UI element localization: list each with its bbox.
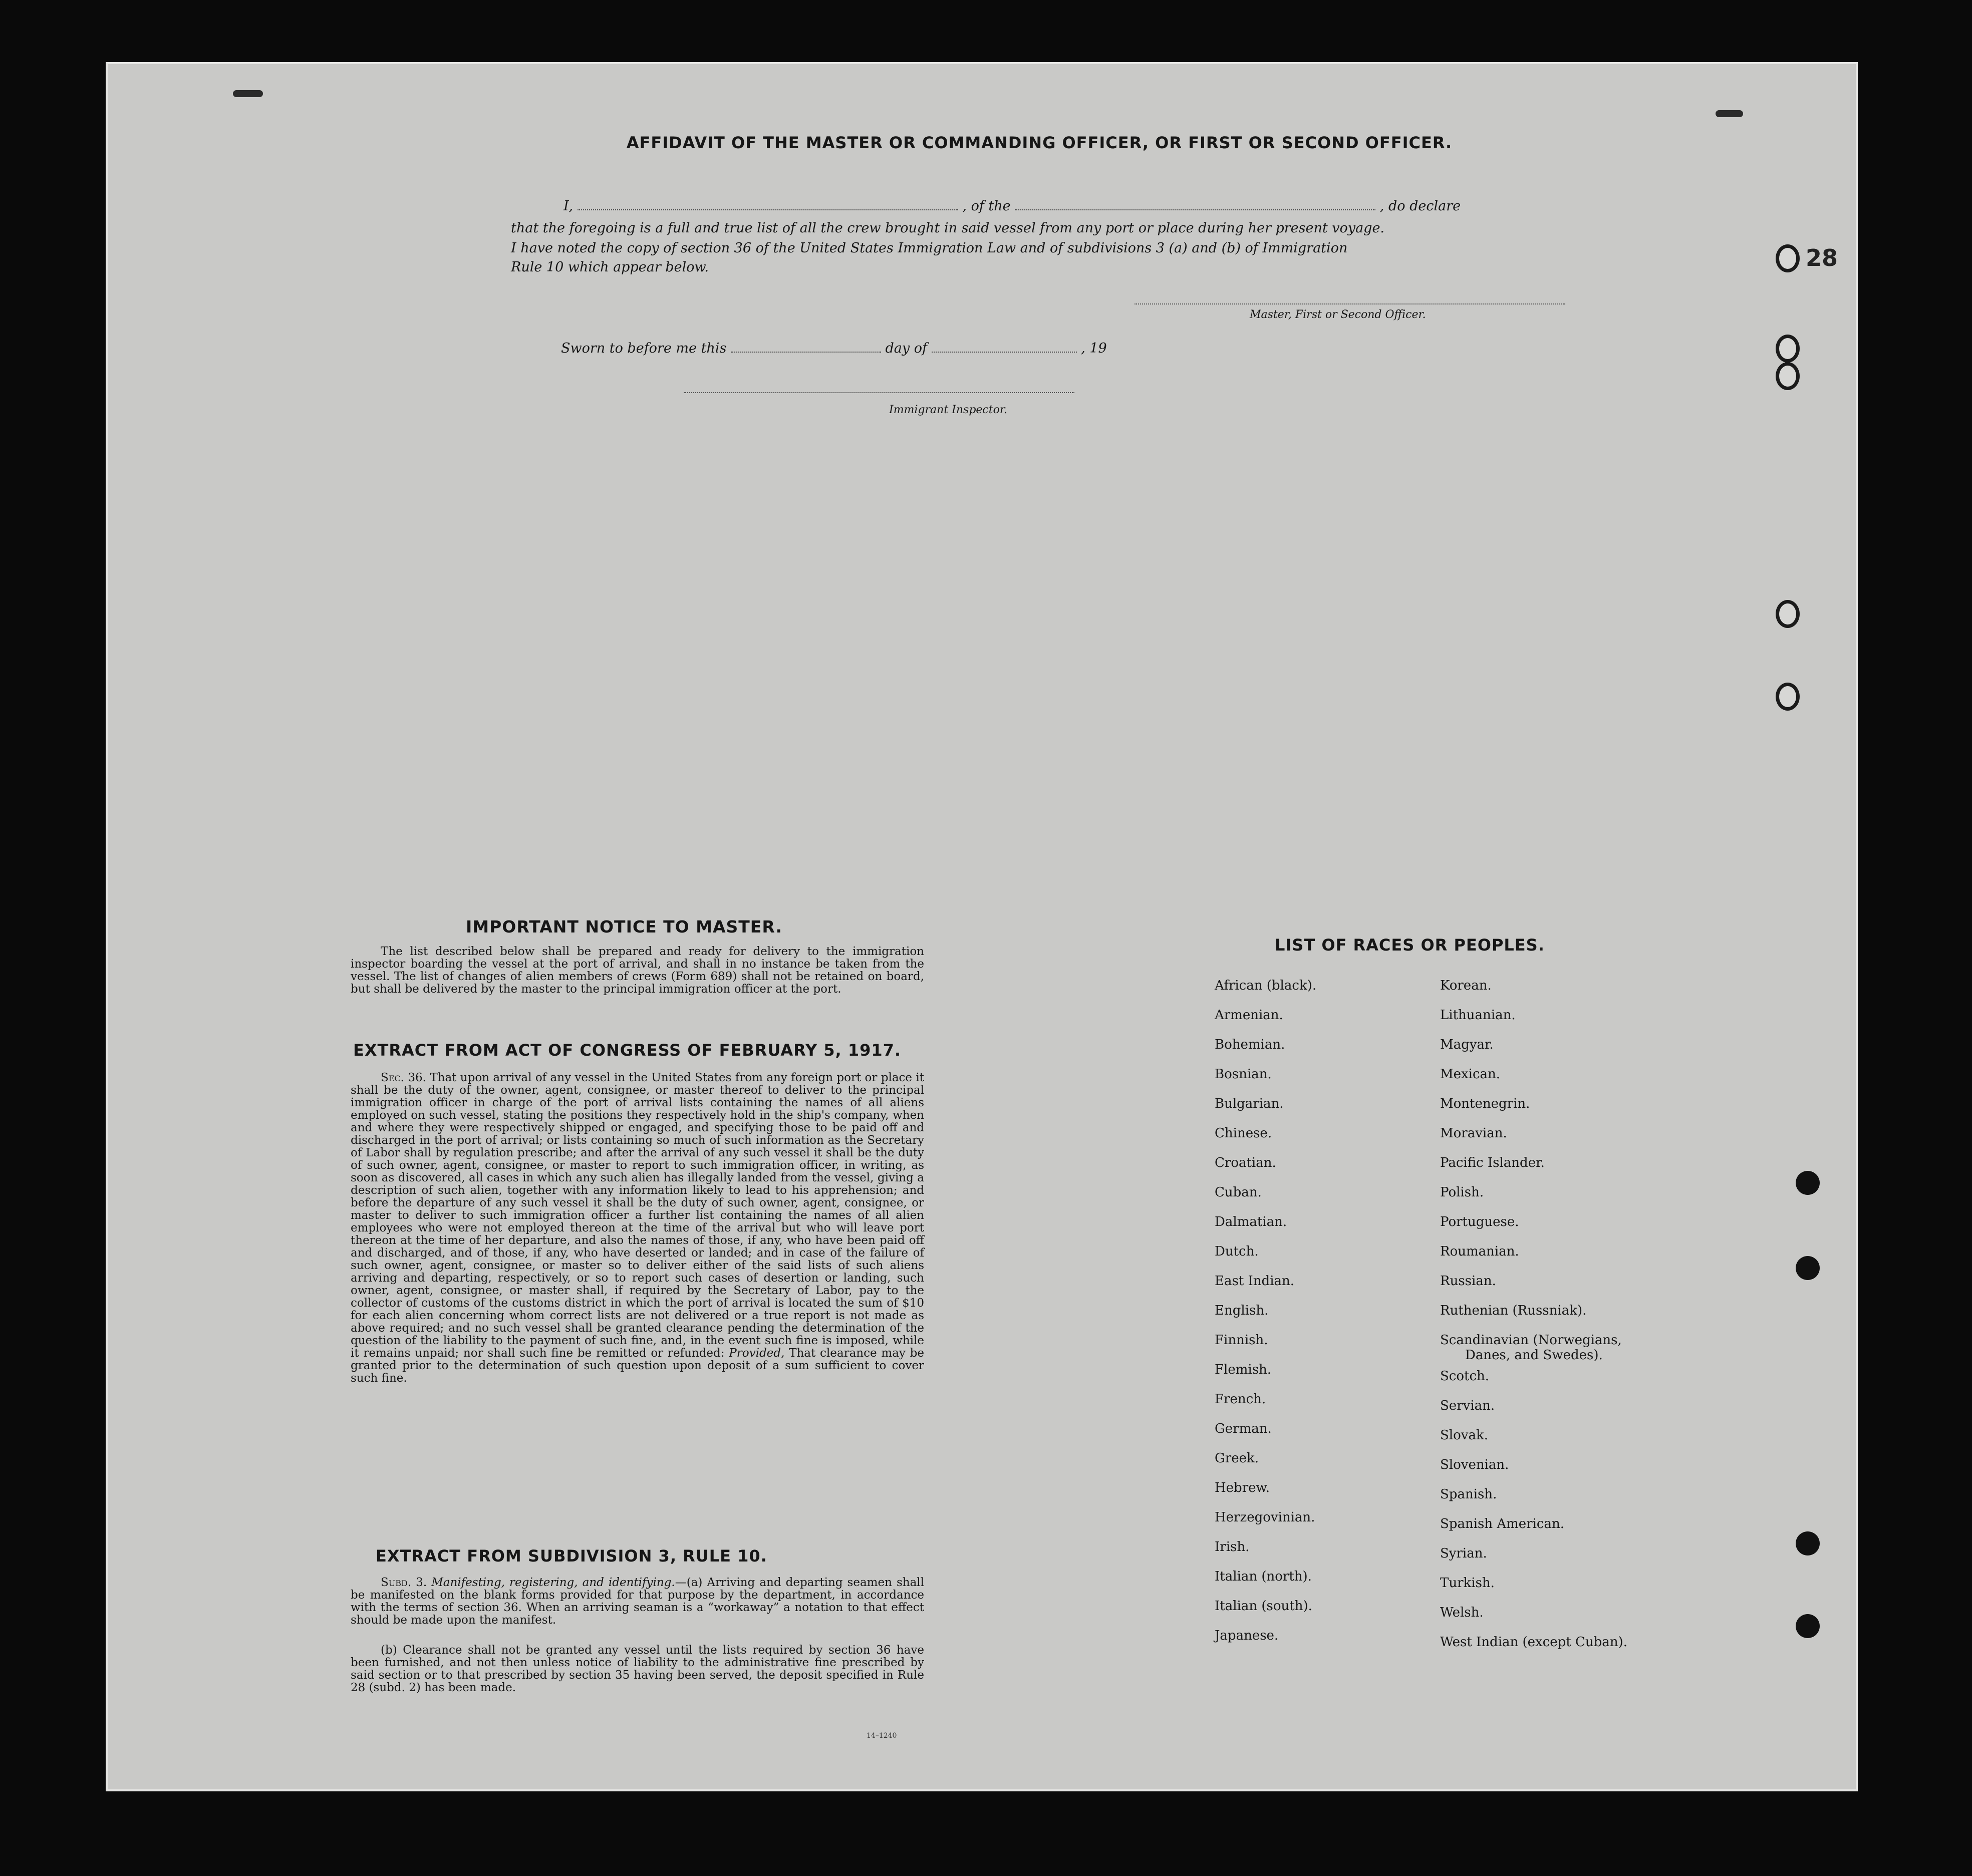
race-item: African (black). <box>1215 978 1317 993</box>
race-item: Roumanian. <box>1440 1244 1519 1259</box>
rule-para-b: (b) Clearance shall not be granted any vessel until the lists required by section 36 have been furnished, and not then unless notice of liability to the administrative fine prescribed by said section or to that prescribed by section 35 having been served, the deposit specified in Rule 28 (subd. 2) has been made. <box>351 1644 924 1694</box>
punch-hole <box>1796 1256 1820 1280</box>
ink-mark <box>233 90 263 97</box>
race-item: East Indian. <box>1215 1274 1295 1289</box>
sworn-line <box>561 341 1107 356</box>
race-item: Italian (north). <box>1215 1569 1312 1584</box>
subd-heading: Manifesting, registering, and identifying. <box>431 1576 675 1589</box>
race-item: Pacific Islander. <box>1440 1155 1545 1170</box>
ink-mark <box>1716 110 1743 117</box>
inspector-signature-line[interactable] <box>684 392 1074 393</box>
race-item: Flemish. <box>1215 1362 1272 1377</box>
race-item: Turkish. <box>1440 1576 1495 1591</box>
race-item: Slovenian. <box>1440 1457 1509 1472</box>
act-body-text: That upon arrival of any vessel in the United States from any foreign port or place it shall be the duty of the owner, agent, consignee, or master thereof to deliver to the principal immigration officer in charge of the port of arrival lists containing the names of all aliens employed on such vessel, stating the positions they respectively hold in the ship's company, when and where they were respectively shipped or engaged, and specifying those to be paid off and discharged in the port of arrival; or lists containing so much of such information as the Secretary of Labor shall by regulation prescribe; and after the arrival of any such vessel it shall be the duty of such owner, agent, consignee, or master to report to such immigration officer, in writing, as soon as discovered, all cases in which any such alien has illegally landed from the vessel, giving a description of such alien, together with any information likely to lead to his apprehension; and before the departure of any such vessel it shall be the duty of such owner, agent, consignee, or master to deliver to such immigration officer a further list containing the names of all alien employees who were not employed thereon at the time of the arrival but who will leave port thereon at the time of her departure, and also the names of those, if any, who have been paid off and discharged, and of those, if any, who have deserted or landed; and in case of the failure of such owner, agent, consignee, or master so to deliver either of the said lists of such aliens arriving and departing, respectively, or so to report such cases of desertion or landing, such owner, agent, consignee, or master shall, if required by the Secretary of Labor, pay to the collector of customs of the customs district in which the port of arrival is located the sum of $10 for each alien concerning whom correct lists are not delivered or a true report is not made as above required; and no such vessel shall be granted clearance pending the determination of the question of the liability to the payment of such fine, and, in the event such fine is imposed, while it remains unpaid; nor shall such fine be remitted or refunded: <box>351 1071 924 1360</box>
race-item: Danes, and Swedes). <box>1465 1348 1603 1363</box>
affidavit-declaration-line <box>564 198 1461 214</box>
race-item: Dutch. <box>1215 1244 1259 1259</box>
punch-hole <box>1796 1614 1820 1638</box>
race-item: Korean. <box>1440 978 1492 993</box>
binder-ring <box>1776 335 1800 363</box>
race-item: Herzegovinian. <box>1215 1510 1315 1525</box>
do-declare-label: , do declare <box>1379 198 1461 214</box>
race-item: Montenegrin. <box>1440 1096 1530 1111</box>
race-item: Croatian. <box>1215 1155 1276 1170</box>
race-item: Magyar. <box>1440 1037 1494 1052</box>
race-item: Scandinavian (Norwegians, <box>1440 1333 1622 1348</box>
sworn-month-field[interactable] <box>932 352 1077 353</box>
of-the-label: , of the <box>962 198 1011 214</box>
races-title: LIST OF RACES OR PEOPLES. <box>1275 935 1545 955</box>
act-body <box>351 1072 924 1385</box>
master-caption: Master, First or Second Officer. <box>1250 308 1426 321</box>
subd-label: Subd. 3. <box>381 1576 427 1589</box>
name-field[interactable] <box>578 209 958 210</box>
day-of-label: day of <box>885 341 927 356</box>
race-item: Spanish American. <box>1440 1516 1565 1531</box>
race-item: Syrian. <box>1440 1546 1487 1561</box>
binder-ring <box>1776 683 1800 711</box>
inspector-caption: Immigrant Inspector. <box>889 404 1007 416</box>
race-item: Servian. <box>1440 1398 1495 1413</box>
race-item: Russian. <box>1440 1274 1496 1289</box>
sworn-day-field[interactable] <box>731 352 881 353</box>
race-item: German. <box>1215 1421 1272 1436</box>
race-item: English. <box>1215 1303 1269 1318</box>
page-number: 28 <box>1806 244 1838 271</box>
punch-hole <box>1796 1171 1820 1195</box>
races-left-column <box>1215 978 1316 1658</box>
race-item: Hebrew. <box>1215 1480 1270 1495</box>
master-signature-line[interactable] <box>1135 303 1565 304</box>
rule-title: EXTRACT FROM SUBDIVISION 3, RULE 10. <box>376 1546 767 1566</box>
binder-ring <box>1776 362 1800 390</box>
race-item: Japanese. <box>1215 1628 1279 1643</box>
race-item: Cuban. <box>1215 1185 1262 1200</box>
race-item: Mexican. <box>1440 1067 1501 1082</box>
notice-body: The list described below shall be prepared and ready for delivery to the immigration inspector boarding the vessel at the port of arrival, and shall in no instance be taken from the vessel. The list of changes of alien members of crews (Form 689) shall not be retained on board, but shall be delivered by the master to the principal immigration officer at the port. <box>351 945 924 996</box>
form-number: 14–1240 <box>867 1732 897 1740</box>
affidavit-line-3: I have noted the copy of section 36 of the United States Immigration Law and of subdivisions 3 (a) and (b) of Immigration <box>511 240 1348 256</box>
affidavit-line-2: that the foregoing is a full and true list of all the crew brought in said vessel from any port or place during her present voyage. <box>511 220 1385 236</box>
race-item: Slovak. <box>1440 1428 1488 1443</box>
race-item: Dalmatian. <box>1215 1214 1287 1229</box>
race-item: Finnish. <box>1215 1333 1268 1348</box>
race-item: Bohemian. <box>1215 1037 1285 1052</box>
rule-para-a-text: —(a) Arriving and departing seamen shall be manifested on the blank forms provided for that purpose by the department, in accordance with the terms of section 36. When an arriving seaman is a “workaway” a notation to that effect should be made upon the manifest. <box>351 1576 925 1627</box>
document-page <box>108 64 1856 1789</box>
race-item: Welsh. <box>1440 1605 1484 1620</box>
rule-para-a <box>351 1577 924 1627</box>
race-item: Bulgarian. <box>1215 1096 1284 1111</box>
race-item: Armenian. <box>1215 1008 1283 1023</box>
act-body-end: That clearance may be granted prior to the determination of such question upon deposit of a sum sufficient to cover such fine. <box>351 1347 925 1385</box>
race-item: Spanish. <box>1440 1487 1497 1502</box>
affidavit-title: AFFIDAVIT OF THE MASTER OR COMMANDING OFFICER, OR FIRST OR SECOND OFFICER. <box>626 133 1453 152</box>
race-item: Scotch. <box>1440 1369 1490 1384</box>
race-item: Portuguese. <box>1440 1214 1519 1229</box>
vessel-field[interactable] <box>1015 209 1375 210</box>
notice-title: IMPORTANT NOTICE TO MASTER. <box>466 917 782 936</box>
race-item: Italian (south). <box>1215 1599 1312 1614</box>
race-item: Bosnian. <box>1215 1067 1272 1082</box>
race-item: Moravian. <box>1440 1126 1507 1141</box>
binder-ring <box>1776 244 1800 272</box>
binder-ring <box>1776 600 1800 628</box>
race-item: Polish. <box>1440 1185 1484 1200</box>
race-item: Irish. <box>1215 1539 1250 1554</box>
affidavit-i-label: I, <box>564 198 574 214</box>
section-label: Sec. 36. <box>381 1071 426 1084</box>
race-item: West Indian (except Cuban). <box>1440 1635 1627 1650</box>
affidavit-line-4: Rule 10 which appear below. <box>511 259 709 275</box>
act-title: EXTRACT FROM ACT OF CONGRESS OF FEBRUARY 5, 1917. <box>353 1041 902 1060</box>
race-item: Greek. <box>1215 1451 1259 1466</box>
races-right-column <box>1440 978 1627 1664</box>
year-label: , 19 <box>1081 341 1107 356</box>
race-item: Chinese. <box>1215 1126 1272 1141</box>
punch-hole <box>1796 1531 1820 1555</box>
sworn-label: Sworn to before me this <box>561 341 727 356</box>
race-item: French. <box>1215 1392 1266 1407</box>
race-item: Ruthenian (Russniak). <box>1440 1303 1587 1318</box>
provided-label: Provided, <box>729 1347 785 1360</box>
race-item: Lithuanian. <box>1440 1008 1516 1023</box>
